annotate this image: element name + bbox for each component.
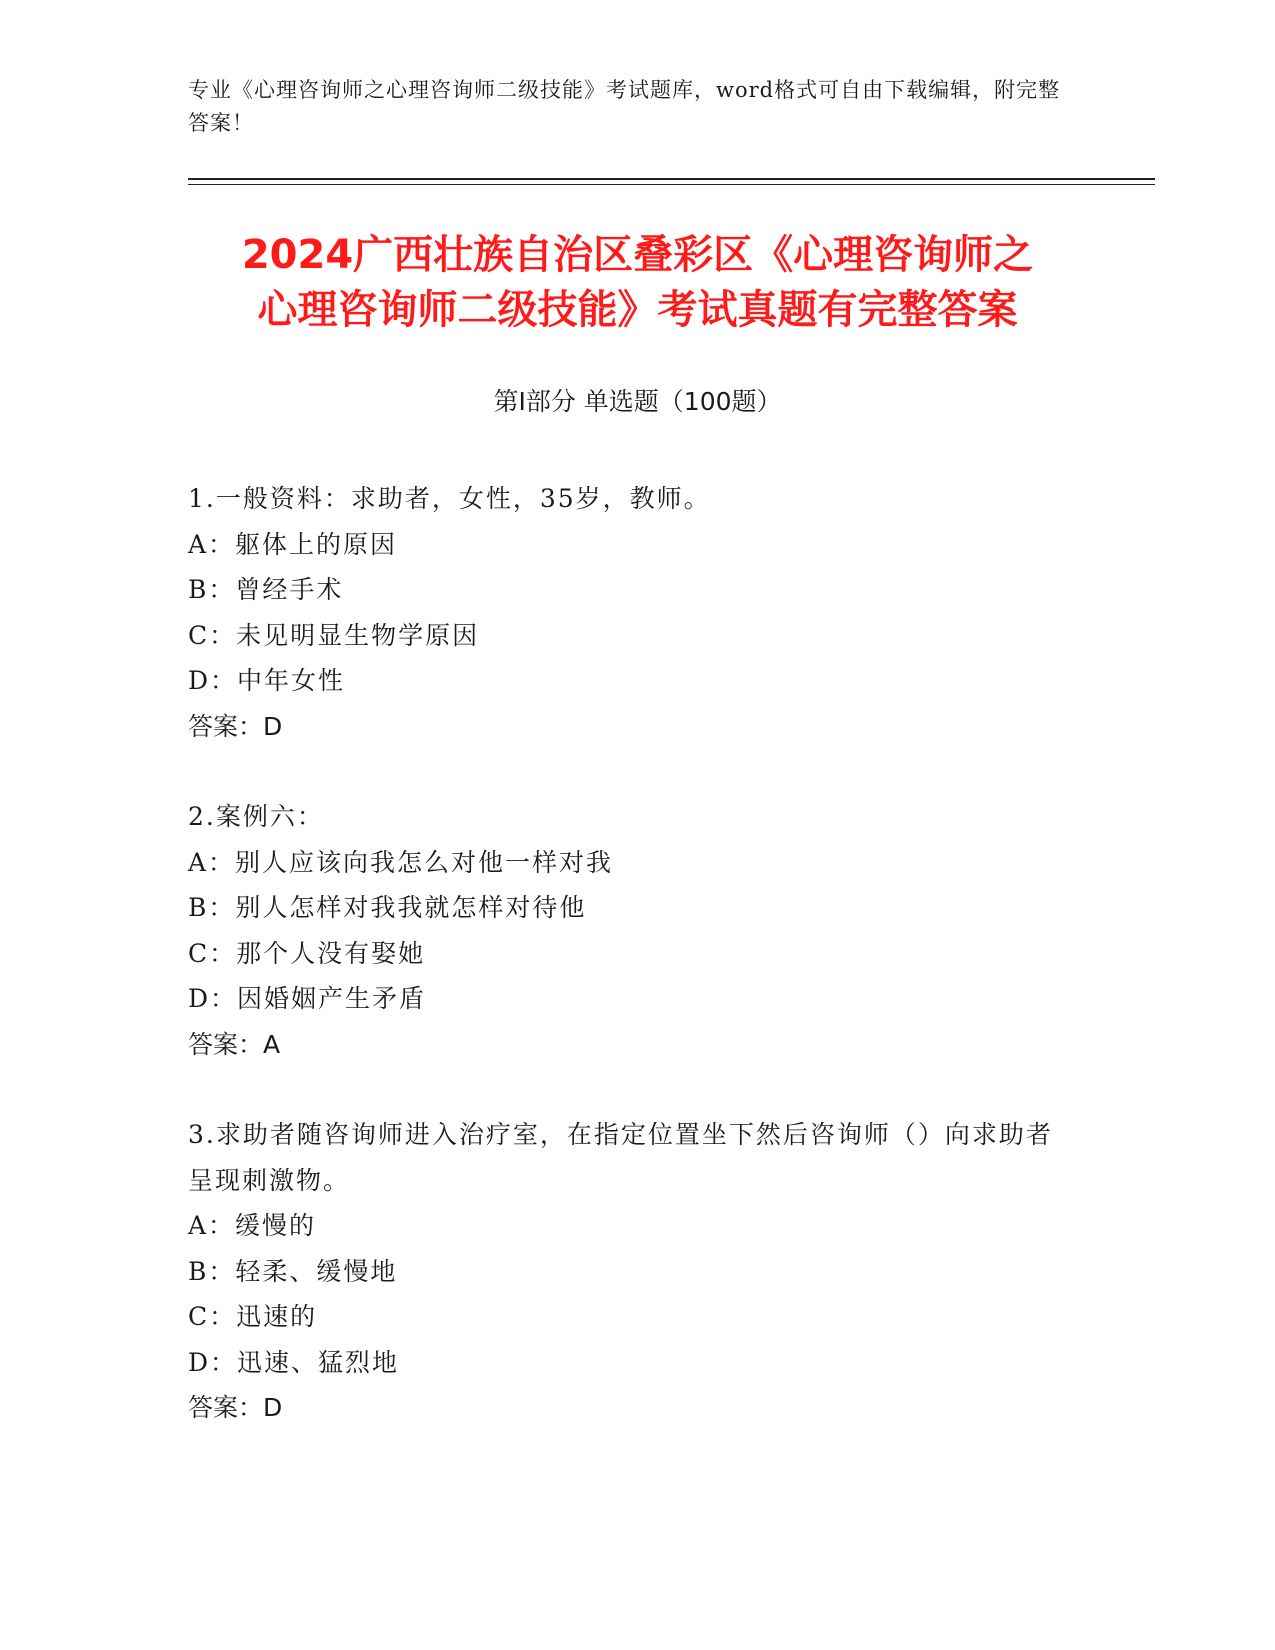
- question-stem: 2.案例六：: [188, 802, 324, 831]
- header-divider-thick: [188, 178, 1155, 180]
- option-b: B：曾经手术: [188, 575, 344, 604]
- title-line-1: 2024广西壮族自治区叠彩区《心理咨询师之: [241, 232, 1034, 278]
- question-3: [188, 1112, 1068, 1431]
- answer: 答案：D: [188, 711, 283, 741]
- question-stem: 3.求助者随咨询师进入治疗室，在指定位置坐下然后咨询师（）向求助者呈现刺激物。: [188, 1120, 1053, 1195]
- option-a: A：缓慢的: [188, 1211, 317, 1240]
- option-d: D：因婚姻产生矛盾: [188, 984, 427, 1013]
- option-d: D：中年女性: [188, 666, 346, 695]
- option-a: A：别人应该向我怎么对他一样对我: [188, 847, 614, 877]
- question-stem: 1.一般资料：求助者，女性，35岁，教师。: [188, 484, 711, 513]
- header-divider-thin: [188, 184, 1155, 185]
- option-b: B：轻柔、缓慢地: [188, 1256, 398, 1286]
- option-c: C：那个人没有娶她: [188, 938, 426, 968]
- option-a: A：躯体上的原因: [188, 529, 398, 559]
- question-1: [188, 476, 1068, 749]
- title-line-2: 心理咨询师二级技能》考试真题有完整答案: [257, 287, 1018, 333]
- question-2: [188, 794, 1068, 1067]
- option-c: C：迅速的: [188, 1302, 318, 1331]
- option-c: C：未见明显生物学原因: [188, 620, 480, 650]
- question-list: [188, 476, 1068, 1476]
- option-b: B：别人怎样对我我就怎样对待他: [188, 893, 587, 922]
- answer: 答案：A: [188, 1029, 281, 1059]
- document-title: [140, 228, 1135, 338]
- answer: 答案：D: [188, 1393, 283, 1422]
- header-note: 专业《心理咨询师之心理咨询师二级技能》考试题库，word格式可自由下载编辑，附完整答案！: [188, 78, 1061, 135]
- section-title: 第Ⅰ部分 单选题（100题）: [493, 387, 782, 416]
- option-d: D：迅速、猛烈地: [188, 1347, 400, 1377]
